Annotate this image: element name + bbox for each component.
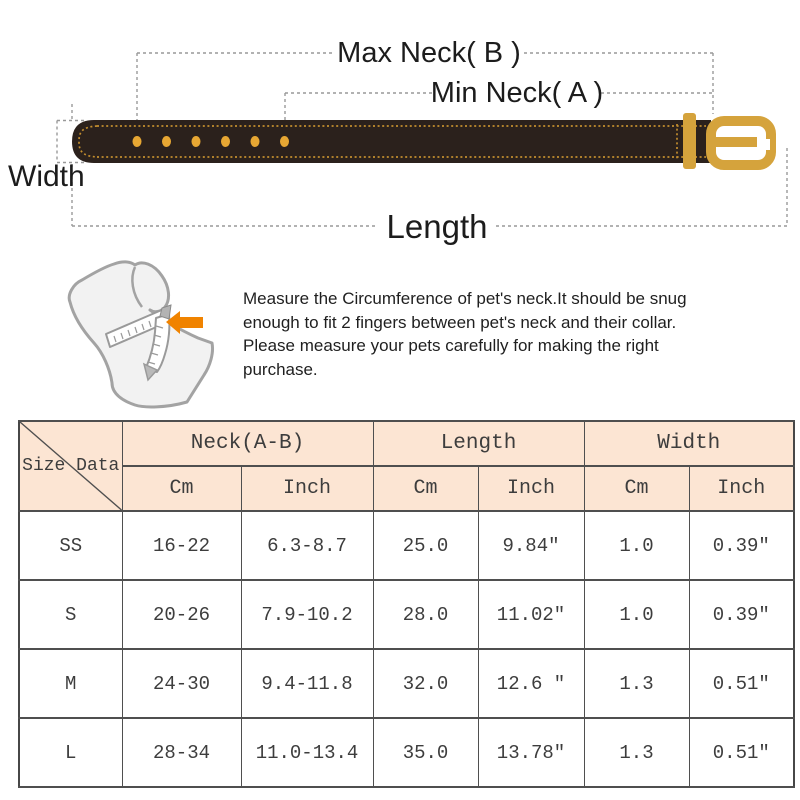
unit-header-width-cm: Cm bbox=[584, 466, 689, 511]
length-label: Length bbox=[386, 208, 488, 245]
cell-length-inch: 11.02″ bbox=[478, 580, 584, 649]
unit-header-neck-cm: Cm bbox=[122, 466, 241, 511]
cell-neck-cm: 20-26 bbox=[122, 580, 241, 649]
size-label: S bbox=[19, 580, 122, 649]
table-unit-header-row bbox=[19, 466, 794, 511]
unit-header-neck-inch: Inch bbox=[241, 466, 373, 511]
dog-measure-illustration bbox=[66, 256, 234, 412]
cell-neck-inch: 6.3-8.7 bbox=[241, 511, 373, 580]
cell-length-inch: 9.84″ bbox=[478, 511, 584, 580]
cell-length-inch: 12.6 ″ bbox=[478, 649, 584, 718]
cell-width-inch: 0.39″ bbox=[689, 511, 794, 580]
cell-width-cm: 1.0 bbox=[584, 580, 689, 649]
cell-neck-cm: 28-34 bbox=[122, 718, 241, 787]
buckle-notch bbox=[763, 139, 770, 150]
table-row-l bbox=[19, 718, 794, 787]
cell-neck-cm: 16-22 bbox=[122, 511, 241, 580]
measure-instructions bbox=[243, 287, 768, 381]
cell-length-cm: 25.0 bbox=[373, 511, 478, 580]
corner-label: Size Data bbox=[22, 456, 120, 476]
group-header-neck: Neck(A-B) bbox=[122, 421, 373, 466]
instruction-line: Please measure your pets carefully for making the right bbox=[243, 336, 659, 355]
unit-header-width-inch: Inch bbox=[689, 466, 794, 511]
cell-length-cm: 35.0 bbox=[373, 718, 478, 787]
cell-neck-inch: 11.0-13.4 bbox=[241, 718, 373, 787]
unit-header-length-inch: Inch bbox=[478, 466, 584, 511]
table-group-header-row bbox=[19, 421, 794, 466]
instruction-line: purchase. bbox=[243, 359, 318, 379]
cell-width-inch: 0.39″ bbox=[689, 580, 794, 649]
cell-width-cm: 1.3 bbox=[584, 718, 689, 787]
width-label: Width bbox=[8, 160, 85, 193]
cell-width-cm: 1.3 bbox=[584, 649, 689, 718]
size-label: L bbox=[19, 718, 122, 787]
unit-header-length-cm: Cm bbox=[373, 466, 478, 511]
size-data-corner-cell bbox=[19, 421, 122, 511]
group-header-width: Width bbox=[584, 421, 794, 466]
cell-width-cm: 1.0 bbox=[584, 511, 689, 580]
instruction-line: enough to fit 2 fingers between pet's neck and their collar. bbox=[243, 312, 677, 332]
instruction-line: Measure the Circumference of pet's neck.It should be snug bbox=[243, 289, 687, 308]
size-label: SS bbox=[19, 511, 122, 580]
cell-neck-inch: 9.4-11.8 bbox=[241, 649, 373, 718]
cell-length-inch: 13.78″ bbox=[478, 718, 584, 787]
cell-length-cm: 32.0 bbox=[373, 649, 478, 718]
cell-neck-inch: 7.9-10.2 bbox=[241, 580, 373, 649]
size-table bbox=[18, 420, 795, 788]
size-label: M bbox=[19, 649, 122, 718]
buckle-prong bbox=[711, 137, 757, 147]
table-row-s bbox=[19, 580, 794, 649]
table-row-ss bbox=[19, 511, 794, 580]
cell-neck-cm: 24-30 bbox=[122, 649, 241, 718]
table-row-m bbox=[19, 649, 794, 718]
min-neck-label: Min Neck( A ) bbox=[430, 77, 604, 109]
group-header-length: Length bbox=[373, 421, 584, 466]
cell-length-cm: 28.0 bbox=[373, 580, 478, 649]
cell-width-inch: 0.51″ bbox=[689, 649, 794, 718]
buckle-keeper bbox=[683, 113, 696, 169]
cell-width-inch: 0.51″ bbox=[689, 718, 794, 787]
max-neck-label: Max Neck( B ) bbox=[337, 37, 521, 69]
